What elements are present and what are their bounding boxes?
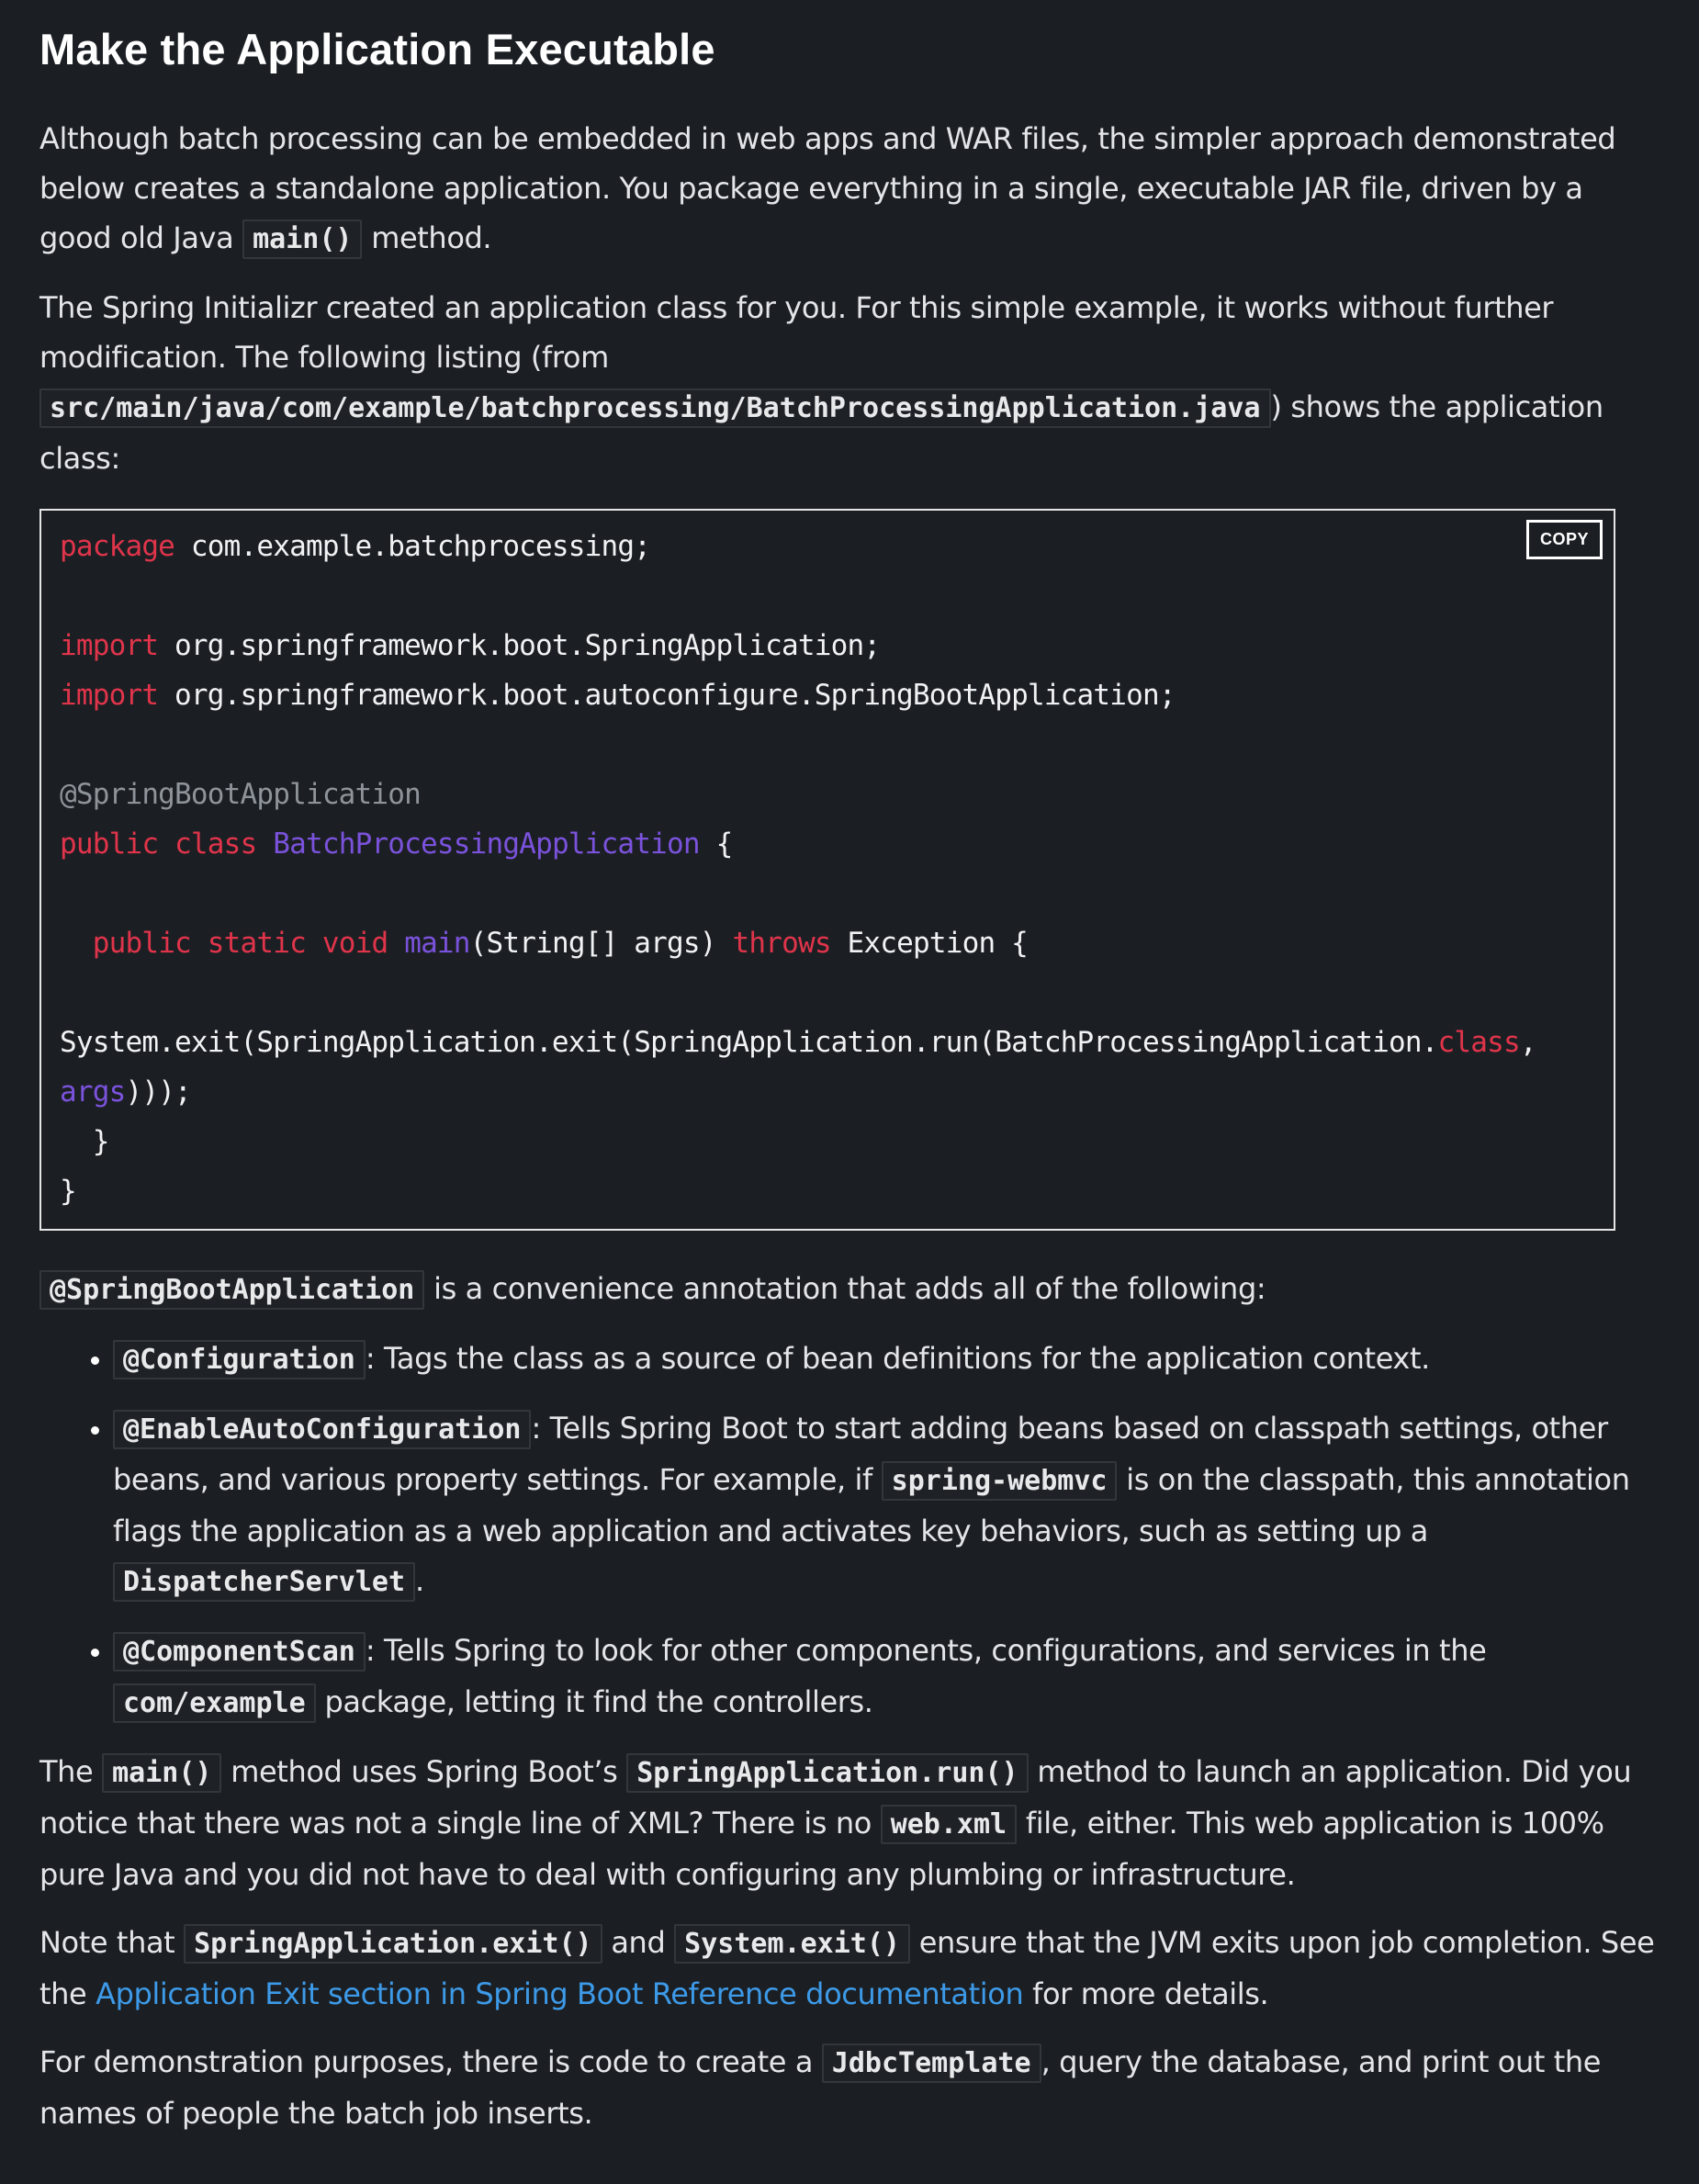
inline-code: SpringApplication.exit() — [184, 1924, 602, 1964]
inline-code: main() — [102, 1753, 221, 1793]
exit-paragraph: Note that SpringApplication.exit() and System.exit() ensure that the JVM exits upon job completion. See the Application Exit section in Spring Boot Reference documentation for more details. — [39, 1925, 1655, 2011]
copy-button[interactable]: COPY — [1526, 520, 1603, 559]
code-class-name: BatchProcessingApplication — [273, 827, 700, 861]
initializr-paragraph: The Spring Initializr created an application class for you. For this simple example, it works without further modification. The following listing (from src/main/java/com/example/batchprocessing/BatchProcessingApplication.java ) shows the application class: — [39, 290, 1603, 476]
inline-code: @ComponentScan — [113, 1632, 366, 1672]
inline-code: SpringApplication.run() — [626, 1753, 1028, 1793]
code-keyword: import — [60, 629, 159, 662]
jdbc-paragraph: For demonstration purposes, there is code to create a JdbcTemplate , query the database, and print out the names of people the batch job inserts. — [39, 2044, 1602, 2131]
list-item: • @ComponentScan : Tells Spring to look for other components, configurations, and services in the com/example package, letting it find the controllers. — [113, 1626, 1660, 1728]
intro-paragraph: Although batch processing can be embedded in web apps and WAR files, the simpler approach demonstrated below creates a standalone application. You package everything in a single, executable JAR file, driven by a good old Java main() method. — [39, 114, 1660, 265]
inline-code: System.exit() — [674, 1924, 910, 1964]
code-keyword: import — [60, 679, 159, 712]
code-listing: package com.example.batchprocessing; import org.springframework.boot.SpringApplication; import org.springframework.boot.autoconfigure.SpringBootApplication; @SpringBootApplication public class BatchProcessingApplication { public static void main(String[] args) throws Exception { System.exit(SpringApplication.exit(SpringApplication.run(BatchProcessingApplication.class, args))); } } — [60, 530, 1536, 1208]
code-block — [39, 509, 1615, 1231]
inline-code: JdbcTemplate — [822, 2043, 1041, 2083]
inline-code: @EnableAutoConfiguration — [113, 1410, 531, 1449]
inline-code-file-path: src/main/java/com/example/batchprocessing/BatchProcessingApplication.java — [39, 388, 1271, 428]
inline-code: main() — [242, 220, 362, 259]
inline-code: com/example — [113, 1683, 316, 1723]
inline-code: @SpringBootApplication — [39, 1270, 424, 1310]
code-keyword: package — [60, 530, 175, 563]
annotation-list — [39, 1334, 1660, 1728]
application-exit-docs-link[interactable]: Application Exit section in Spring Boot Reference documentation — [96, 1976, 1024, 2011]
annotation-paragraph: @SpringBootApplication is a convenience annotation that adds all of the following: — [39, 1264, 1660, 1315]
code-annotation: @SpringBootApplication — [60, 778, 421, 811]
main-method-paragraph: The main() method uses Spring Boot’s SpringApplication.run() method to launch an application. Did you notice that there was not a single line of XML? There is no web.xml file, either. This web application is 100% pure Java and you did not have to deal with configuring any plumbing or infrastructure. — [39, 1754, 1632, 1892]
page-title: Make the Application Executable — [39, 25, 715, 73]
inline-code: spring-webmvc — [882, 1461, 1118, 1501]
code-method-name: main — [404, 927, 470, 960]
inline-code: @Configuration — [113, 1340, 366, 1379]
list-item: • @EnableAutoConfiguration : Tells Spring Boot to start adding beans based on classpath settings, other beans, and various property settings. For example, if spring-webmvc is on the classpath, this annotation flags the application as a web application and activates key behaviors, such as setting up a DispatcherServlet . — [113, 1403, 1660, 1607]
inline-code: web.xml — [881, 1805, 1017, 1844]
list-item: • @Configuration : Tags the class as a source of bean definitions for the application context. — [113, 1334, 1660, 1385]
inline-code: DispatcherServlet — [113, 1562, 415, 1602]
